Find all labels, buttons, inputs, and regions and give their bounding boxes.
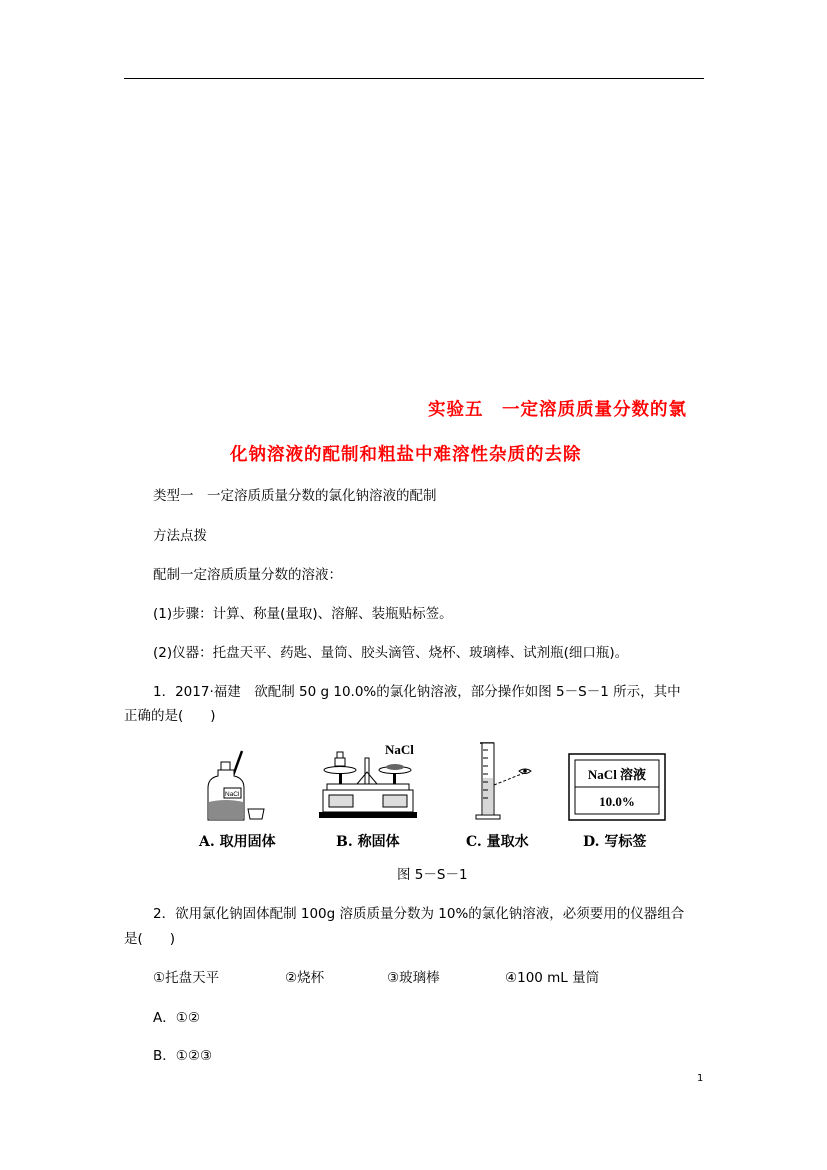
type-heading: 类型一 一定溶质质量分数的氯化钠溶液的配制: [153, 488, 437, 504]
balance-beam: [327, 784, 409, 790]
title-line-1: 实验五 一定溶质质量分数的氯: [428, 400, 687, 420]
sight-line: [494, 773, 524, 785]
question-1-line-1: 1．2017·福建 欲配制 50 g 10.0%的氯化钠溶液，部分操作如图 5－S－1 所示，其中: [153, 684, 681, 700]
water-level: [483, 778, 493, 814]
bottle-label: NaCl: [225, 791, 240, 798]
left-pan: [324, 767, 356, 774]
caption-c: C. 量取水: [466, 834, 529, 850]
figure-c-cylinder: [472, 740, 537, 825]
step-2-text: (2)仪器：托盘天平、药匙、量筒、胶头滴管、烧杯、玻璃棒、试剂瓶(细口瓶)。: [153, 645, 629, 661]
figure-caption: 图 5－S－1: [397, 867, 468, 883]
weight-icon: [335, 758, 345, 766]
question-2-line-2: 是( ): [124, 931, 176, 947]
bottle-stopper: [221, 762, 230, 770]
figure-d-label: [568, 753, 668, 825]
solid-powder: [209, 800, 243, 819]
page-number: 1: [697, 1073, 704, 1084]
step-1-text: (1)步骤：计算、称量(量取)、溶解、装瓶贴标签。: [153, 606, 453, 622]
figure-a-take-solid: [200, 748, 270, 823]
stopper-upside: [248, 809, 264, 819]
caption-b: B. 称固体: [336, 834, 400, 850]
nacl-sample: [386, 764, 404, 770]
q2-item-4: ④100 mL 量筒: [505, 970, 600, 986]
balance-label: NaCl: [385, 742, 414, 757]
q2-option-b: B．①②③: [153, 1048, 213, 1064]
figure-b-balance: [315, 740, 425, 825]
caption-a: A. 取用固体: [199, 834, 276, 850]
header-rule: [124, 78, 704, 79]
tag-line-1: NaCl 溶液: [587, 767, 647, 782]
question-1-line-2: 正确的是( ): [124, 708, 216, 724]
intro-text: 配制一定溶质质量分数的溶液：: [153, 567, 342, 583]
q2-item-2: ②烧杯: [285, 970, 325, 986]
method-heading: 方法点拨: [153, 528, 207, 544]
title-line-2: 化钠溶液的配制和粗盐中难溶性杂质的去除: [230, 445, 582, 465]
caption-d: D. 写标签: [583, 834, 647, 850]
tag-line-2: 10.0%: [599, 794, 635, 809]
q2-item-3: ③玻璃棒: [387, 970, 440, 986]
q2-item-1: ①托盘天平: [153, 970, 220, 986]
q2-option-a: A．①②: [153, 1010, 200, 1026]
question-2-line-1: 2．欲用氯化钠固体配制 100g 溶质质量分数为 10%的氯化钠溶液，必须要用的仪器组合: [153, 906, 685, 922]
